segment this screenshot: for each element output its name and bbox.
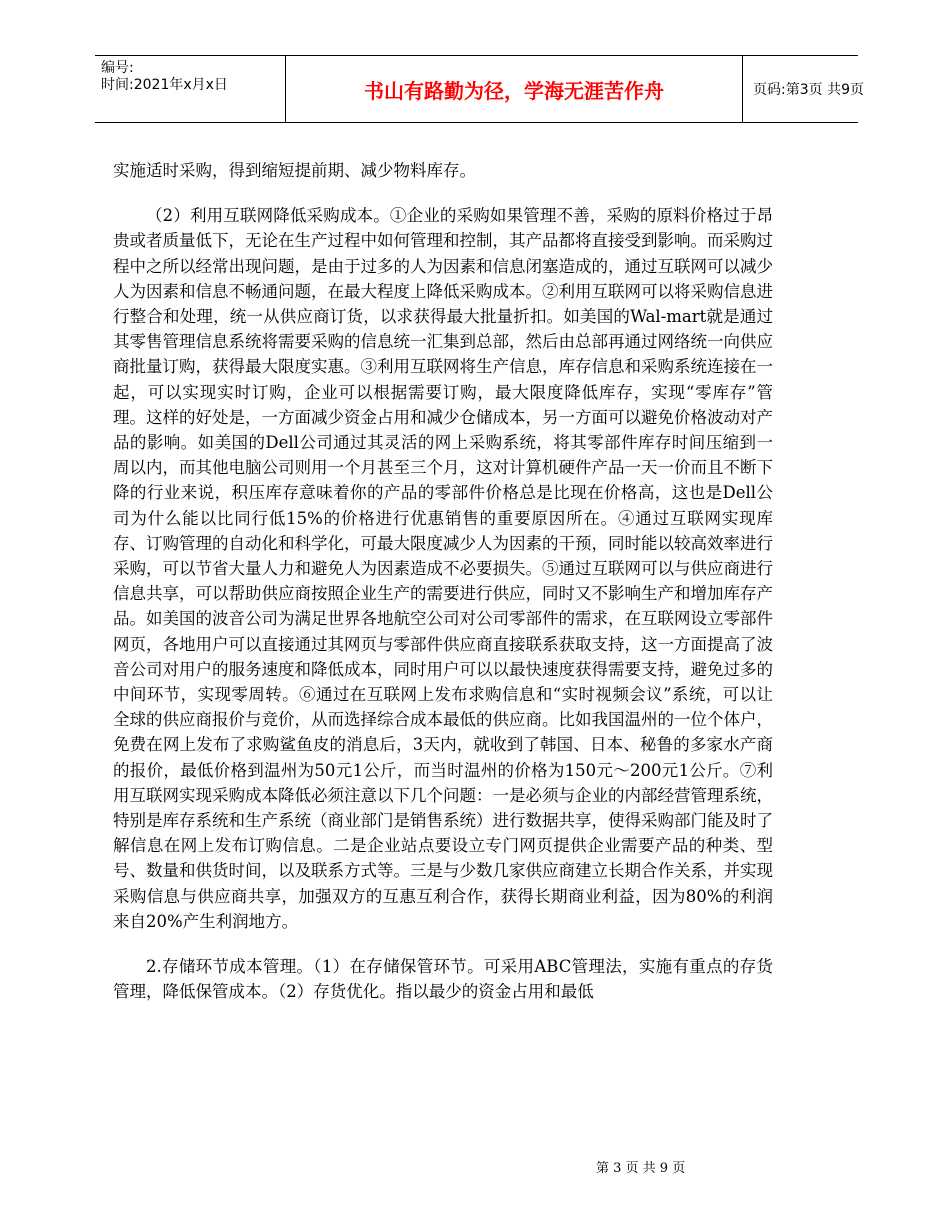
paragraph-procurement-cost: （2）利用互联网降低采购成本。①企业的采购如果管理不善，采购的原料价格过于昂贵或者质量低下，无论在生产过程中如何管理和控制，其产品都将直接受到影响。而采购过程中之所以经常出现问题，是由于过多的人为因素和信息闭塞造成的，通过互联网可以减少人为因素和信息不畅通问题，在最大程度上降低采购成本。②利用互联网可以将采购信息进行整合和处理，统一从供应商订货，以求获得最大批量折扣。如美国的Wal-mart就是通过其零售管理信息系统将需要采购的信息统一汇集到总部，然后由总部再通过网络统一向供应商批量订购，获得最大限度实惠。③利用互联网将生产信息，库存信息和采购系统连接在一起，可以实现实时订购，企业可以根据需要订购，最大限度降低库存，实现“零库存”管理。这样的好处是，一方面减少资金占用和减少仓储成本，另一方面可以避免价格波动对产品的影响。如美国的Dell公司通过其灵活的网上采购系统，将其零部件库存时间压缩到一周以内，而其他电脑公司则用一个月甚至三个月，这对计算机硬件产品一天一价而且不断下降的行业来说，积压库存意味着你的产品的零部件价格总是比现在价格高，这也是Dell公司为什么能以比同行低15%的价格进行优惠销售的重要原因所在。④通过互联网实现库存、订购管理的自动化和科学化，可最大限度减少人为因素的干预，同时能以较高效率进行采购，可以节省大量人力和避免人为因素造成不必要损失。⑤通过互联网可以与供应商进行信息共享，可以帮助供应商按照企业生产的需要进行供应，同时又不影响生产和增加库存产品。如美国的波音公司为满足世界各地航空公司对公司零部件的需求，在互联网设立零部件网页，各地用户可以直接通过其网页与零部件供应商直接联系获取支持，这一方面提高了波音公司对用户的服务速度和降低成本，同时用户可以以最快速度获得需要支持，避免过多的中间环节，实现零周转。⑥通过在互联网上发布求购信息和“实时视频会议”系统，可以让全球的供应商报价与竞价，从而选择综合成本最低的供应商。比如我国温州的一位个体户，免费在网上发布了求购鲨鱼皮的消息后，3天内，就收到了韩国、日本、秘鲁的多家水产商的报价，最低价格到温州为50元1公斤，而当时温州的价格为150元～200元1公斤。⑦利用互联网实现采购成本降低必须注意以下几个问题：一是必须与企业的内部经营管理系统，特别是库存系统和生产系统（商业部门是销售系统）进行数据共享，使得采购部门能及时了解信息在网上发布订购信息。二是企业站点要设立专门网页提供企业需要产品的种类、型号、数量和供货时间，以及联系方式等。三是与少数几家供应商建立长期合作关系，并实现采购信息与供应商共享，加强双方的互惠互利合作，获得长期商业利益，因为80%的利润来自20%产生利润地方。	[113, 206, 773, 931]
header-motto: 书山有路勤为径，学海无涯苦作舟	[285, 56, 743, 122]
header-page-number: 页码:第3页 共9页	[753, 82, 864, 98]
document-number-label: 编号:	[101, 60, 134, 76]
paragraph-continuation: 实施适时采购，得到缩短提前期、减少物料库存。	[113, 161, 476, 180]
document-date-label: 时间:2021年x月x日	[101, 77, 228, 93]
page-footer: 第 3 页 共 9 页	[596, 1161, 686, 1176]
header-meta	[95, 56, 285, 122]
page-header	[95, 55, 864, 123]
document-body	[113, 158, 773, 1025]
paragraph-storage-cost: 2.存储环节成本管理。（1）在存储保管环节。可采用ABC管理法，实施有重点的存货管理，降低保管成本。（2）存货优化。指以最少的资金占用和最低	[113, 957, 773, 1002]
